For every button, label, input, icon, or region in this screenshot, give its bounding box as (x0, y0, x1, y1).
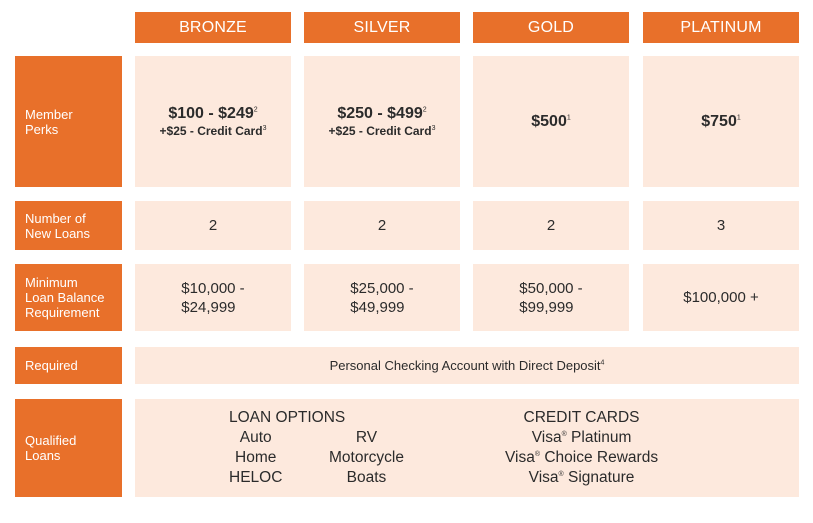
new-loans-cell-gold (473, 201, 629, 250)
footnote-mark: 2 (253, 106, 258, 114)
loan-option: Auto (239, 429, 272, 446)
footnote-mark: 2 (422, 106, 427, 114)
tier-label: PLATINUM (680, 18, 762, 36)
perk-amount: $500 (531, 112, 567, 130)
balance-line: $10,000 - (181, 279, 245, 297)
perk-cell-silver (304, 56, 460, 187)
credit-cards-block (505, 408, 658, 488)
new-loans-cell-bronze (135, 201, 291, 250)
tier-label: SILVER (353, 18, 411, 36)
row-label-qualified-loans (15, 399, 122, 497)
loan-option: HELOC (229, 469, 283, 486)
row-label-required (15, 347, 122, 384)
row-label-member-perks (15, 56, 122, 187)
credit-cards-heading: CREDIT CARDS (523, 409, 640, 426)
label-line: Number of (25, 210, 86, 226)
perk-cell-bronze (135, 56, 291, 187)
footnote-mark: 1 (736, 114, 741, 122)
label-line: Minimum (25, 275, 78, 290)
new-loans-cell-platinum (643, 201, 799, 250)
label-line: Loans (25, 448, 61, 463)
balance-line: $49,999 (350, 298, 405, 316)
registered-mark: ® (561, 430, 567, 438)
tier-header-bronze (135, 12, 291, 43)
card-brand: Visa (531, 429, 562, 446)
credit-card-item (505, 468, 658, 488)
loan-count: 2 (208, 217, 218, 234)
footnote-mark: 3 (262, 125, 267, 132)
perk-cell-gold (473, 56, 629, 187)
required-text: Personal Checking Account with Direct Deposit (329, 358, 601, 373)
min-balance-cell-platinum (643, 264, 799, 331)
tier-header-silver (304, 12, 460, 43)
balance-line: $100,000 + (683, 289, 759, 306)
credit-card-item (505, 428, 658, 448)
loan-options-heading: LOAN OPTIONS (229, 409, 346, 426)
label-line: Requirement (25, 305, 100, 320)
registered-mark: ® (558, 470, 564, 478)
loan-option: Boats (346, 469, 387, 486)
label-line: Loan Balance (25, 290, 105, 305)
balance-line: $24,999 (181, 298, 236, 316)
perk-amount: $250 - $499 (337, 105, 423, 122)
balance-line: $50,000 - (519, 279, 583, 297)
perk-cell-platinum (643, 56, 799, 187)
loan-options-col2 (329, 428, 404, 488)
tier-label: BRONZE (179, 18, 247, 36)
required-cell (135, 347, 799, 384)
footnote-mark: 1 (566, 114, 571, 122)
balance-line: $99,999 (519, 298, 574, 316)
card-brand: Visa (528, 469, 559, 486)
qualified-loans-cell (135, 399, 799, 497)
label-line: Member (25, 106, 73, 122)
min-balance-cell-gold (473, 264, 629, 331)
card-name: Platinum (566, 429, 632, 446)
tier-header-gold (473, 12, 629, 43)
label-line: Perks (25, 121, 59, 137)
row-label-new-loans (15, 201, 122, 250)
perk-bonus: +$25 - Credit Card (328, 124, 432, 138)
loan-option: Home (235, 449, 277, 466)
perk-amount: $100 - $249 (168, 105, 254, 122)
label-line: Qualified (25, 433, 77, 448)
loan-count: 2 (377, 217, 387, 234)
new-loans-cell-silver (304, 201, 460, 250)
loan-option: Motorcycle (329, 449, 404, 466)
perk-amount: $750 (701, 112, 737, 130)
loan-options-block (229, 408, 345, 428)
label-line: Required (25, 358, 78, 373)
loan-count: 2 (546, 217, 556, 234)
card-brand: Visa (505, 449, 535, 466)
label-line: New Loans (25, 225, 91, 241)
min-balance-cell-silver (304, 264, 460, 331)
footnote-mark: 3 (431, 125, 436, 132)
tier-header-platinum (643, 12, 799, 43)
card-name: Signature (563, 469, 635, 486)
credit-card-item (505, 448, 658, 468)
loan-count: 3 (716, 217, 726, 234)
tier-label: GOLD (527, 18, 575, 36)
perk-bonus: +$25 - Credit Card (159, 124, 263, 138)
loan-option: RV (355, 429, 378, 446)
card-name: Choice Rewards (540, 449, 659, 466)
loan-options-col1 (229, 428, 282, 488)
balance-line: $25,000 - (350, 279, 414, 297)
registered-mark: ® (534, 450, 541, 458)
footnote-mark: 4 (600, 359, 605, 367)
row-label-min-balance (15, 264, 122, 331)
min-balance-cell-bronze (135, 264, 291, 331)
